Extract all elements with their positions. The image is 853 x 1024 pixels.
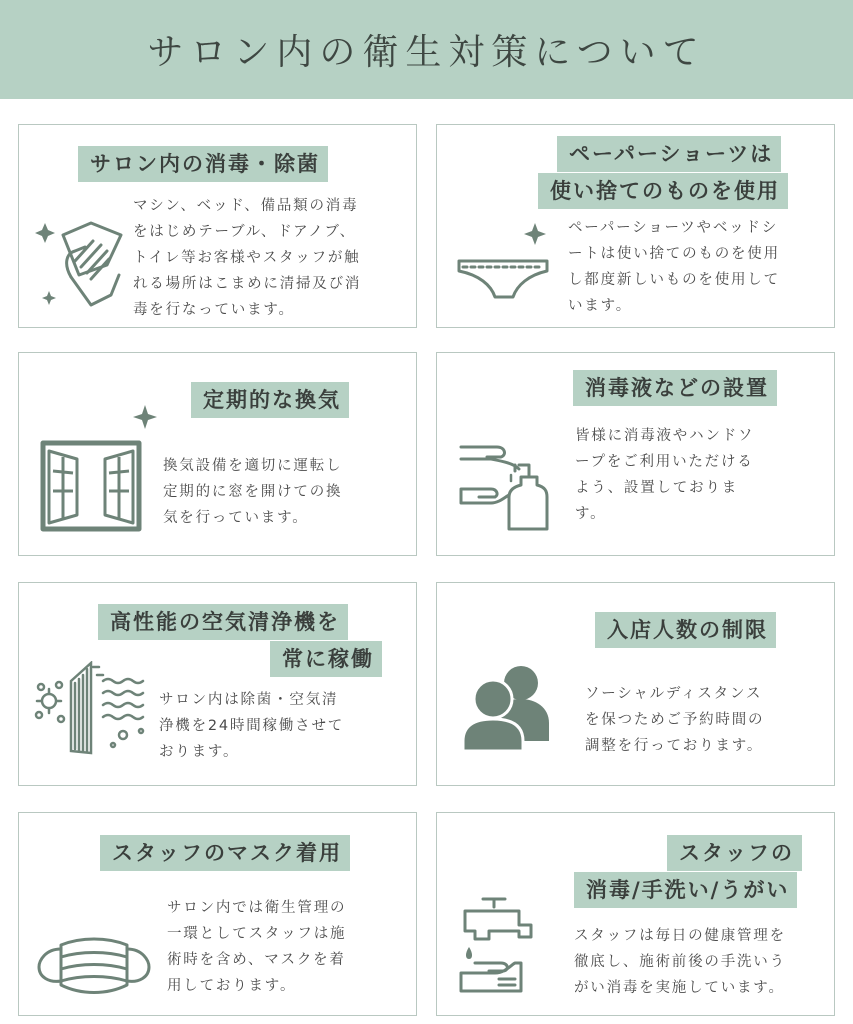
card-title: 消毒液などの設置 xyxy=(573,370,777,406)
card-title-line2: 消毒/手洗い/うがい xyxy=(574,872,797,908)
open-window-icon xyxy=(39,405,169,535)
hand-washing-icon xyxy=(459,895,537,993)
page-header xyxy=(0,0,853,99)
card-staff-hygiene xyxy=(436,812,835,1016)
card-description: サロン内では衛生管理の 一環としてスタッフは施 術時を含め、マスクを着 用しております。 xyxy=(167,900,347,994)
face-mask-icon xyxy=(37,933,151,1003)
card-title: 入店人数の制限 xyxy=(595,612,776,648)
card-capacity-limit xyxy=(436,582,835,786)
card-title: スタッフのマスク着用 xyxy=(100,835,350,871)
card-title-line2: 常に稼働 xyxy=(270,641,382,677)
card-staff-mask xyxy=(18,812,417,1016)
page-title: サロン内の衛生対策について xyxy=(147,32,706,73)
hand-wiping-icon xyxy=(33,213,133,313)
people-icon xyxy=(463,661,549,755)
paper-shorts-icon xyxy=(455,223,555,303)
card-description: 皆様に消毒液やハンドソ ープをご利用いただける よう、設置しておりま す。 xyxy=(575,428,755,522)
card-description: 換気設備を適切に運転し 定期的に窓を開けての換 気を行っています。 xyxy=(163,458,343,526)
card-air-purifier xyxy=(18,582,417,786)
card-ventilation xyxy=(18,352,417,556)
sanitizer-pump-icon xyxy=(457,439,557,535)
card-description: ソーシャルディスタンス を保つためご予約時間の 調整を行っております。 xyxy=(585,686,765,754)
card-description: スタッフは毎日の健康管理を 徹底し、施術前後の手洗いう がい消毒を実施しています。 xyxy=(574,928,786,996)
card-description: マシン、ベッド、備品類の消毒 をはじめテーブル、ドアノブ、 トイレ等お客様やスタッフが触 れる場所はこまめに清掃及び消 毒を行なっています。 xyxy=(133,198,362,318)
card-title-line1: ペーパーショーツは xyxy=(557,136,781,172)
card-title-line1: 高性能の空気清浄機を xyxy=(98,604,348,640)
card-description: サロン内は除菌・空気清 浄機を24時間稼働させて おります。 xyxy=(159,692,345,760)
card-title: サロン内の消毒・除菌 xyxy=(78,146,328,182)
card-disinfection xyxy=(18,124,417,328)
card-title: 定期的な換気 xyxy=(191,382,349,418)
card-sanitizer xyxy=(436,352,835,556)
card-paper-shorts xyxy=(436,124,835,328)
card-title-line1: スタッフの xyxy=(667,835,802,871)
card-title-line2: 使い捨てのものを使用 xyxy=(538,173,788,209)
card-description: ペーパーショーツやベッドシ ートは使い捨てのものを使用 し都度新しいものを使用して います。 xyxy=(568,220,780,314)
air-purifier-icon xyxy=(33,661,159,755)
